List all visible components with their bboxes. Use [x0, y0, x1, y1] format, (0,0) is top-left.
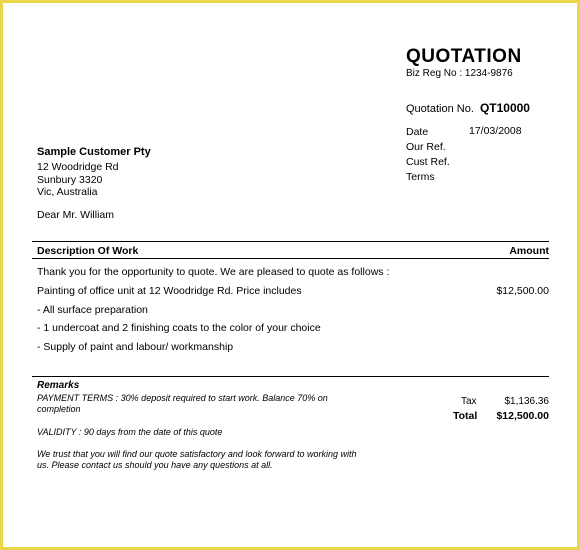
total-value: $12,500.00: [496, 410, 549, 422]
validity-note: VALIDITY : 90 days from the date of this quote: [37, 427, 223, 437]
amount-column-header: Amount: [509, 245, 549, 257]
table-header-rule: [32, 258, 549, 259]
work-line: - All surface preparation: [37, 304, 148, 316]
work-line: Thank you for the opportunity to quote. We are pleased to quote as follows :: [37, 266, 390, 278]
biz-reg-number: Biz Reg No : 1234-9876: [406, 68, 513, 79]
address-line: Sunbury 3320: [37, 173, 103, 186]
description-column-header: Description Of Work: [37, 245, 139, 257]
table-top-rule: [32, 241, 549, 242]
address-line: 12 Woodridge Rd: [37, 161, 119, 173]
work-line: - 1 undercoat and 2 finishing coats to the color of your choice: [37, 322, 321, 334]
date-value: 17/03/2008: [469, 125, 522, 137]
address-line: Vic, Australia: [37, 186, 98, 198]
quotation-number-row: [406, 101, 530, 115]
tax-label: Tax: [461, 396, 477, 407]
customer-address: [37, 161, 119, 199]
work-line: Painting of office unit at 12 Woodridge Rd. Price includes: [37, 285, 302, 297]
our-ref-label: Our Ref.: [406, 141, 446, 153]
quotation-number-label: Quotation No.: [406, 103, 474, 115]
cust-ref-label: Cust Ref.: [406, 156, 450, 168]
closing-note: We trust that you will find our quote satisfactory and look forward to working with us. Please contact us should you have any questions at all.: [37, 449, 357, 470]
customer-name: Sample Customer Pty: [37, 146, 151, 158]
terms-label: Terms: [406, 171, 435, 183]
work-line: - Supply of paint and labour/ workmanship: [37, 341, 234, 353]
date-label: Date: [406, 126, 429, 138]
tax-value: $1,136.36: [504, 396, 549, 407]
reference-labels: [406, 125, 450, 185]
total-label: Total: [453, 410, 478, 422]
work-line-amount: $12,500.00: [496, 285, 549, 297]
greeting: Dear Mr. William: [37, 209, 115, 221]
document-title: QUOTATION: [406, 46, 522, 67]
payment-terms: PAYMENT TERMS : 30% deposit required to start work. Balance 70% on completion: [37, 393, 328, 414]
quotation-number: QT10000: [479, 101, 530, 115]
remarks-top-rule: [32, 376, 549, 377]
remarks-heading: Remarks: [37, 380, 80, 391]
